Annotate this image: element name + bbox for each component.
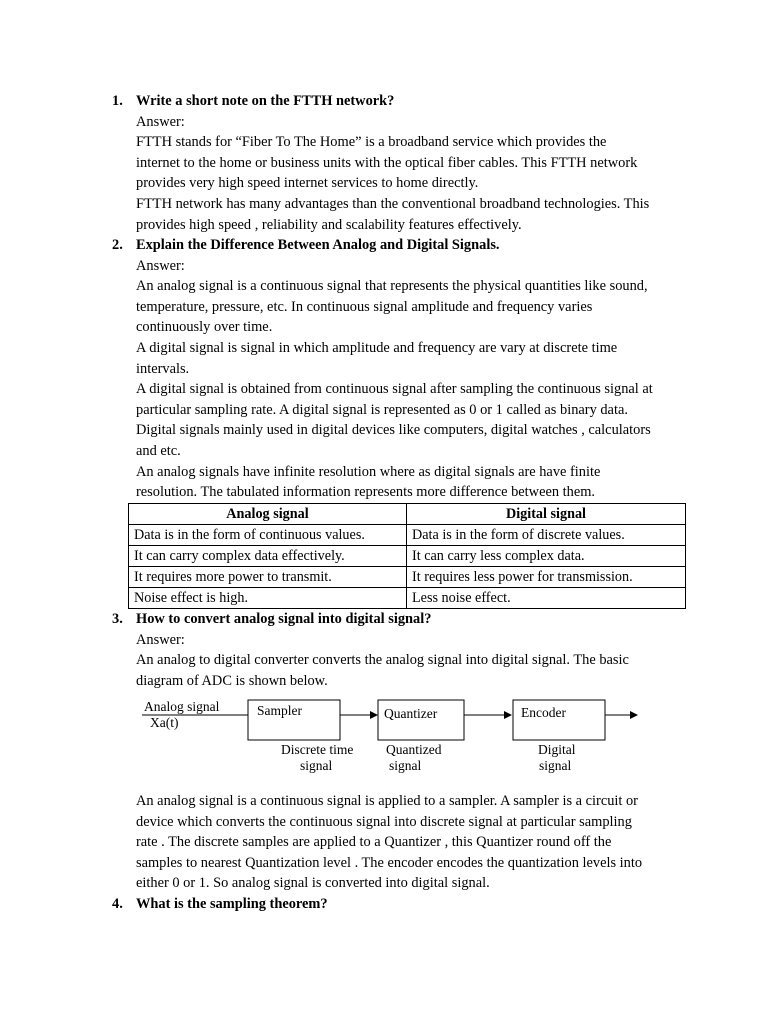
answer-line: diagram of ADC is shown below. — [136, 672, 328, 689]
answer-line: rate . The discrete samples are applied to a Quantizer , this Quantizer round off the — [136, 834, 612, 851]
answer-line: continuously over time. — [136, 319, 273, 336]
adc-block-diagram — [138, 696, 658, 782]
question-number: 3. — [112, 611, 123, 627]
digital-label-2: signal — [539, 758, 572, 773]
answer-line: An analog signal is a continuous signal is applied to a sampler. A sampler is a circuit or — [136, 793, 638, 809]
table-cell: It can carry less complex data. — [407, 546, 686, 567]
answer-line: internet to the home or business units with the optical fiber cables. This FTTH network — [136, 154, 638, 171]
table-header: Digital signal — [407, 504, 686, 525]
answer-line: An analog signals have infinite resolution where as digital signals are have finite — [136, 463, 601, 480]
table-row — [129, 588, 686, 609]
diagram-input-label: Analog signal — [144, 699, 220, 714]
encoder-label: Encoder — [521, 705, 566, 720]
table-cell: Data is in the form of continuous values. — [129, 525, 407, 546]
answer-line: provides very high speed internet services to home directly. — [136, 175, 479, 192]
table-cell: It requires less power for transmission. — [407, 567, 686, 588]
answer-line: temperature, pressure, etc. In continuous signal amplitude and frequency varies — [136, 298, 593, 315]
table-cell: Less noise effect. — [407, 588, 686, 609]
quantized-label: Quantized — [386, 742, 442, 757]
sampler-label: Sampler — [257, 703, 302, 718]
table-header-row — [129, 504, 686, 525]
question-title: How to convert analog signal into digital signal? — [136, 611, 432, 627]
discrete-time-label: Discrete time — [281, 742, 354, 757]
answer-label: Answer: — [136, 113, 185, 130]
table-cell: Noise effect is high. — [129, 588, 407, 609]
answer-line: FTTH stands for “Fiber To The Home” is a broadband service which provides the — [136, 134, 607, 151]
answer-label: Answer: — [136, 257, 185, 274]
question-number: 1. — [112, 93, 123, 109]
answer-line: provides high speed , reliability and scalability features effectively. — [136, 216, 522, 233]
question-number: 2. — [112, 237, 123, 253]
question-title: Write a short note on the FTTH network? — [136, 93, 395, 109]
discrete-time-label-2: signal — [300, 758, 333, 773]
comparison-table — [128, 503, 686, 609]
table-cell: Data is in the form of discrete values. — [407, 525, 686, 546]
answer-line: An analog signal is a continuous signal that represents the physical quantities like sound, — [136, 278, 648, 295]
digital-label: Digital — [538, 742, 576, 757]
quantizer-label: Quantizer — [384, 706, 438, 721]
answer-line: An analog to digital converter converts the analog signal into digital signal. The basic — [136, 652, 629, 669]
answer-line: and etc. — [136, 442, 181, 459]
question-title: Explain the Difference Between Analog and Digital Signals. — [136, 237, 500, 253]
quantizer-to-encoder-arrowhead — [504, 711, 512, 719]
answer-line: FTTH network has many advantages than the conventional broadband technologies. This — [136, 195, 650, 212]
table-row — [129, 546, 686, 567]
question-title: What is the sampling theorem? — [136, 896, 328, 912]
answer-label: Answer: — [136, 631, 185, 648]
table-row — [129, 525, 686, 546]
answer-line: A digital signal is signal in which amplitude and frequency are vary at discrete time — [136, 339, 618, 356]
table-header: Analog signal — [129, 504, 407, 525]
answer-line: either 0 or 1. So analog signal is converted into digital signal. — [136, 875, 490, 892]
quantized-label-2: signal — [389, 758, 422, 773]
table-cell: It can carry complex data effectively. — [129, 546, 407, 567]
table-row — [129, 567, 686, 588]
answer-line: Digital signals mainly used in digital devices like computers, digital watches , calculators — [136, 422, 651, 439]
diagram-input-symbol: Xa(t) — [150, 715, 179, 730]
table-cell: It requires more power to transmit. — [129, 567, 407, 588]
sampler-to-quantizer-arrowhead — [370, 711, 378, 719]
answer-line: device which converts the continuous signal into discrete signal at particular sampling — [136, 813, 632, 830]
answer-line: intervals. — [136, 360, 190, 377]
output-arrowhead — [630, 711, 638, 719]
answer-line: samples to nearest Quantization level . The encoder encodes the quantization levels into — [136, 854, 643, 871]
answer-line: resolution. The tabulated information represents more difference between them. — [136, 484, 596, 501]
answer-line: particular sampling rate. A digital signal is represented as 0 or 1 called as binary data. — [136, 401, 628, 418]
question-number: 4. — [112, 896, 123, 912]
answer-line: A digital signal is obtained from continuous signal after sampling the continuous signal at — [136, 381, 653, 398]
